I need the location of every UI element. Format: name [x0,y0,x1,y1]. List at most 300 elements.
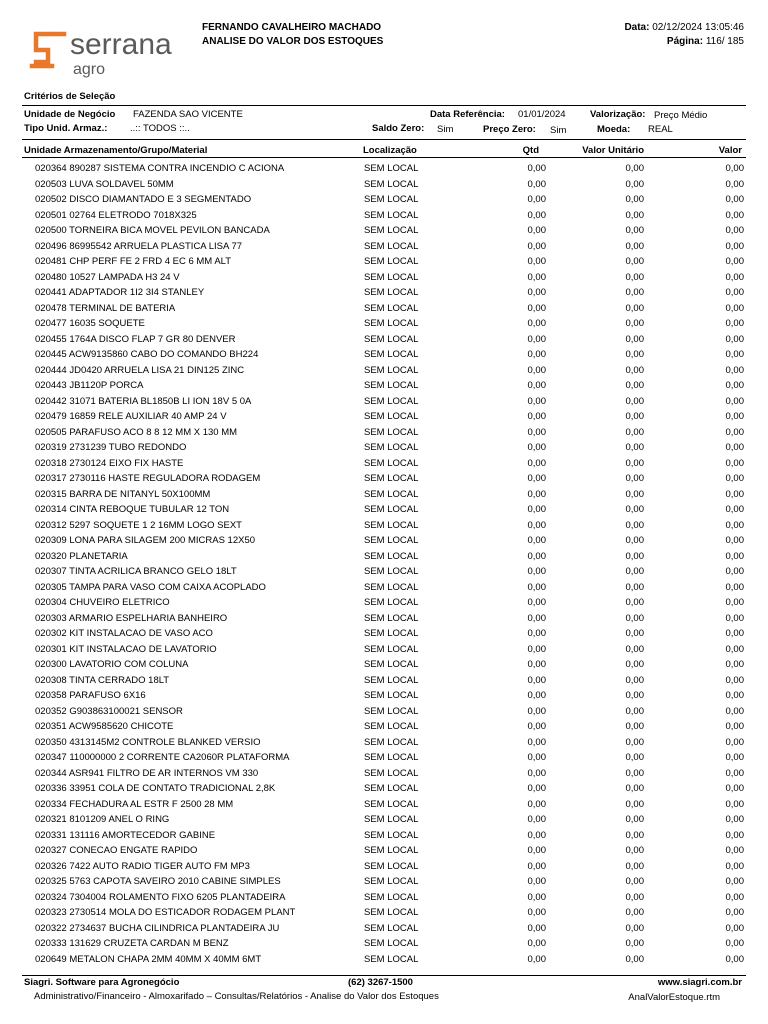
row-unit-value: 0,00 [625,891,644,903]
row-location: SEM LOCAL [364,643,419,655]
row-quantity: 0,00 [527,550,546,562]
row-description: 020351 ACW9585620 CHICOTE [35,721,174,732]
row-location: SEM LOCAL [364,225,419,236]
table-row [0,471,768,487]
row-description: 020327 CONECAO ENGATE RAPIDO [35,845,198,856]
row-value: 0,00 [725,240,744,252]
row-value: 0,00 [725,411,744,422]
row-location: SEM LOCAL [364,504,419,515]
row-unit-value: 0,00 [625,442,644,453]
row-description: 020441 ADAPTADOR 1I2 3I4 STANLEY [35,287,205,298]
row-value: 0,00 [725,302,744,314]
row-location: SEM LOCAL [364,783,419,794]
row-unit-value: 0,00 [625,643,644,655]
row-unit-value: 0,00 [625,256,644,267]
table-row [0,533,768,549]
row-unit-value: 0,00 [625,380,644,391]
row-location: SEM LOCAL [364,519,419,531]
row-unit-value: 0,00 [625,535,644,546]
row-value: 0,00 [725,597,744,608]
row-quantity: 0,00 [527,566,546,577]
row-unit-value: 0,00 [625,411,644,422]
row-description: 020502 DISCO DIAMANTADO E 3 SEGMENTADO [35,194,252,205]
row-description: 020318 2730124 EIXO FIX HASTE [35,457,184,469]
row-unit-value: 0,00 [625,907,644,918]
row-description: 020321 8101209 ANEL O RING [35,814,170,825]
row-quantity: 0,00 [527,690,546,701]
row-unit-value: 0,00 [625,566,644,577]
row-location: SEM LOCAL [364,798,419,810]
row-location: SEM LOCAL [364,535,419,546]
row-value: 0,00 [725,752,744,763]
criteria-divider-top [22,105,746,106]
row-description: 020352 G903863100021 SENSOR [35,705,183,717]
criteria-divider-bottom [22,139,746,140]
table-row [0,952,768,968]
row-description: 020315 BARRA DE NITANYL 50X100MM [35,488,211,500]
row-quantity: 0,00 [527,752,546,763]
row-location: SEM LOCAL [364,426,419,438]
row-location: SEM LOCAL [364,659,419,670]
row-quantity: 0,00 [527,891,546,903]
row-description: 020326 7422 AUTO RADIO TIGER AUTO FM MP3 [35,860,250,872]
table-row [0,812,768,828]
row-value: 0,00 [725,457,744,469]
row-location: SEM LOCAL [364,566,419,577]
row-quantity: 0,00 [527,829,546,841]
row-location: SEM LOCAL [364,674,419,686]
row-location: SEM LOCAL [364,705,419,717]
table-row [0,208,768,224]
table-row [0,595,768,611]
row-value: 0,00 [725,504,744,515]
row-value: 0,00 [725,550,744,562]
row-quantity: 0,00 [527,597,546,608]
table-row [0,921,768,937]
table-row [0,378,768,394]
row-location: SEM LOCAL [364,411,419,422]
table-row [0,843,768,859]
row-unit-value: 0,00 [625,705,644,717]
saldo-value: Sim [437,124,454,135]
row-description: 020307 TINTA ACRILICA BRANCO GELO 18LT [35,566,237,577]
row-description: 020317 2730116 HASTE REGULADORA RODAGEM [35,473,261,484]
column-header-qtd: Qtd [522,145,539,156]
row-quantity: 0,00 [527,333,546,345]
row-location: SEM LOCAL [364,767,419,779]
row-description: 020364 890287 SISTEMA CONTRA INCENDIO C ACIONA [35,163,285,174]
row-quantity: 0,00 [527,783,546,794]
row-description: 020503 LUVA SOLDAVEL 50MM [35,178,174,190]
row-description: 020305 TAMPA PARA VASO COM CAIXA ACOPLADO [35,581,266,593]
row-quantity: 0,00 [527,876,546,887]
row-location: SEM LOCAL [364,488,419,500]
row-description: 020442 31071 BATERIA BL1850B LI ION 18V 5 0A [35,395,252,407]
row-value: 0,00 [725,535,744,546]
row-unit-value: 0,00 [625,504,644,515]
row-unit-value: 0,00 [625,736,644,748]
footer-vendor: Siagri. Software para Agronegócio [24,977,180,988]
row-quantity: 0,00 [527,643,546,655]
row-description: 020336 33951 COLA DE CONTATO TRADICIONAL 2,8K [35,783,276,794]
table-row [0,688,768,704]
row-value: 0,00 [725,860,744,872]
serrana-logo-icon [26,24,194,80]
table-row [0,642,768,658]
date-label: Data: [624,22,650,33]
row-location: SEM LOCAL [364,333,419,345]
row-value: 0,00 [725,380,744,391]
row-value: 0,00 [725,519,744,531]
tipo-value: ..:: TODOS ::.. [130,123,190,134]
row-value: 0,00 [725,442,744,453]
row-value: 0,00 [725,612,744,624]
row-unit-value: 0,00 [625,395,644,407]
row-location: SEM LOCAL [364,752,419,763]
table-row [0,611,768,627]
row-value: 0,00 [725,349,744,360]
row-quantity: 0,00 [527,194,546,205]
table-row [0,394,768,410]
row-location: SEM LOCAL [364,953,419,965]
row-quantity: 0,00 [527,612,546,624]
row-value: 0,00 [725,581,744,593]
company-header [202,21,383,49]
table-row [0,316,768,332]
row-quantity: 0,00 [527,349,546,360]
table-row [0,487,768,503]
row-unit-value: 0,00 [625,519,644,531]
row-location: SEM LOCAL [364,721,419,732]
row-quantity: 0,00 [527,845,546,856]
row-location: SEM LOCAL [364,736,419,748]
table-row [0,673,768,689]
table-row [0,828,768,844]
row-quantity: 0,00 [527,581,546,593]
row-quantity: 0,00 [527,519,546,531]
row-location: SEM LOCAL [364,178,419,190]
row-description: 020649 METALON CHAPA 2MM 40MM X 40MM 6MT [35,953,262,965]
table-row [0,890,768,906]
row-value: 0,00 [725,907,744,918]
preco-value: Sim [550,125,567,136]
row-location: SEM LOCAL [364,442,419,453]
data-ref-value: 01/01/2024 [518,109,566,120]
row-value: 0,00 [725,736,744,748]
row-value: 0,00 [725,566,744,577]
row-quantity: 0,00 [527,674,546,686]
row-location: SEM LOCAL [364,612,419,624]
row-quantity: 0,00 [527,473,546,484]
row-description: 020347 110000000 2 CORRENTE CA2060R PLATAFORMA [35,752,290,763]
row-unit-value: 0,00 [625,860,644,872]
row-description: 020312 5297 SOQUETE 1 2 16MM LOGO SEXT [35,519,242,531]
row-quantity: 0,00 [527,922,546,934]
row-description: 020322 2734637 BUCHA CILINDRICA PLANTADEIRA JU [35,922,280,934]
print-info [624,21,744,49]
row-unit-value: 0,00 [625,876,644,887]
row-value: 0,00 [725,209,744,221]
row-unit-value: 0,00 [625,783,644,794]
table-row [0,564,768,580]
page-value: 116/ 185 [705,36,744,47]
table-row [0,657,768,673]
table-row [0,161,768,177]
table-row [0,781,768,797]
row-location: SEM LOCAL [364,907,419,918]
row-value: 0,00 [725,628,744,639]
row-unit-value: 0,00 [625,457,644,469]
row-description: 020304 CHUVEIRO ELETRICO [35,597,170,608]
row-location: SEM LOCAL [364,690,419,701]
row-description: 020309 LONA PARA SILAGEM 200 MICRAS 12X50 [35,535,256,546]
row-location: SEM LOCAL [364,829,419,841]
table-row [0,254,768,270]
row-description: 020301 KIT INSTALACAO DE LAVATORIO [35,643,217,655]
row-location: SEM LOCAL [364,349,419,360]
row-location: SEM LOCAL [364,938,419,949]
row-location: SEM LOCAL [364,860,419,872]
row-description: 020496 86995542 ARRUELA PLASTICA LISA 77 [35,240,243,252]
table-row [0,239,768,255]
row-quantity: 0,00 [527,938,546,949]
row-description: 020320 PLANETARIA [35,550,128,562]
table-row [0,859,768,875]
row-value: 0,00 [725,845,744,856]
row-location: SEM LOCAL [364,364,419,376]
criteria-title: Critérios de Seleção [24,91,116,102]
row-unit-value: 0,00 [625,659,644,670]
table-row [0,580,768,596]
row-description: 020300 LAVATORIO COM COLUNA [35,659,189,670]
row-value: 0,00 [725,178,744,190]
row-description: 020500 TORNEIRA BICA MOVEL PEVILON BANCADA [35,225,270,236]
row-unit-value: 0,00 [625,752,644,763]
column-header-divider [22,157,746,158]
row-unit-value: 0,00 [625,271,644,283]
row-location: SEM LOCAL [364,209,419,221]
table-row [0,874,768,890]
row-location: SEM LOCAL [364,194,419,205]
row-value: 0,00 [725,271,744,283]
row-description: 020334 FECHADURA AL ESTR F 2500 28 MM [35,798,234,810]
row-unit-value: 0,00 [625,178,644,190]
row-location: SEM LOCAL [364,457,419,469]
table-row [0,425,768,441]
row-value: 0,00 [725,922,744,934]
row-unit-value: 0,00 [625,240,644,252]
table-row [0,719,768,735]
row-value: 0,00 [725,364,744,376]
row-value: 0,00 [725,256,744,267]
row-description: 020324 7304004 ROLAMENTO FIXO 6205 PLANTADEIRA [35,891,286,903]
row-unit-value: 0,00 [625,938,644,949]
row-quantity: 0,00 [527,736,546,748]
row-unit-value: 0,00 [625,209,644,221]
row-description: 020505 PARAFUSO ACO 8 8 12 MM X 130 MM [35,426,238,438]
row-value: 0,00 [725,953,744,965]
row-location: SEM LOCAL [364,395,419,407]
logo-s-mark [36,34,48,62]
row-unit-value: 0,00 [625,597,644,608]
row-description: 020302 KIT INSTALACAO DE VASO ACO [35,628,213,639]
row-quantity: 0,00 [527,364,546,376]
row-description: 020308 TINTA CERRADO 18LT [35,674,170,686]
row-quantity: 0,00 [527,302,546,314]
row-value: 0,00 [725,829,744,841]
row-value: 0,00 [725,938,744,949]
moeda-label: Moeda: [597,124,631,135]
row-quantity: 0,00 [527,628,546,639]
row-location: SEM LOCAL [364,302,419,314]
row-value: 0,00 [725,333,744,345]
table-row [0,347,768,363]
row-unit-value: 0,00 [625,225,644,236]
row-unit-value: 0,00 [625,194,644,205]
row-unit-value: 0,00 [625,302,644,314]
row-description: 020331 131116 AMORTECEDOR GABINE [35,829,216,841]
row-value: 0,00 [725,163,744,174]
row-unit-value: 0,00 [625,721,644,732]
row-value: 0,00 [725,876,744,887]
row-quantity: 0,00 [527,953,546,965]
inventory-table [0,161,768,967]
row-value: 0,00 [725,705,744,717]
row-description: 020478 TERMINAL DE BATERIA [35,302,176,314]
row-value: 0,00 [725,798,744,810]
row-unit-value: 0,00 [625,163,644,174]
row-value: 0,00 [725,659,744,670]
row-quantity: 0,00 [527,535,546,546]
row-location: SEM LOCAL [364,876,419,887]
unidade-label: Unidade de Negócio [24,109,116,120]
row-quantity: 0,00 [527,318,546,329]
row-value: 0,00 [725,225,744,236]
row-value: 0,00 [725,488,744,500]
row-location: SEM LOCAL [364,581,419,593]
row-quantity: 0,00 [527,767,546,779]
row-quantity: 0,00 [527,256,546,267]
row-unit-value: 0,00 [625,814,644,825]
table-row [0,192,768,208]
row-description: 020443 JB1120P PORCA [35,380,144,391]
row-description: 020323 2730514 MOLA DO ESTICADOR RODAGEM PLANT [35,907,296,918]
row-unit-value: 0,00 [625,953,644,965]
row-quantity: 0,00 [527,395,546,407]
row-location: SEM LOCAL [364,597,419,608]
row-location: SEM LOCAL [364,922,419,934]
row-description: 020314 CINTA REBOQUE TUBULAR 12 TON [35,504,230,515]
row-unit-value: 0,00 [625,845,644,856]
row-location: SEM LOCAL [364,473,419,484]
row-quantity: 0,00 [527,705,546,717]
unidade-value: FAZENDA SAO VICENTE [133,109,243,120]
moeda-value: REAL [648,124,673,135]
serrana-agro-logo [26,24,194,80]
row-unit-value: 0,00 [625,364,644,376]
row-unit-value: 0,00 [625,798,644,810]
row-quantity: 0,00 [527,225,546,236]
row-description: 020479 16859 RELE AUXILIAR 40 AMP 24 V [35,411,227,422]
table-row [0,626,768,642]
table-row [0,936,768,952]
row-unit-value: 0,00 [625,628,644,639]
row-value: 0,00 [725,473,744,484]
row-quantity: 0,00 [527,488,546,500]
row-location: SEM LOCAL [364,318,419,329]
tipo-label: Tipo Unid. Armaz.: [24,123,108,134]
row-location: SEM LOCAL [364,814,419,825]
row-quantity: 0,00 [527,504,546,515]
preco-label: Preço Zero: [483,124,536,135]
row-location: SEM LOCAL [364,163,419,174]
row-quantity: 0,00 [527,814,546,825]
row-value: 0,00 [725,721,744,732]
row-description: 020350 4313145M2 CONTROLE BLANKED VERSIO [35,736,261,748]
row-quantity: 0,00 [527,163,546,174]
row-quantity: 0,00 [527,209,546,221]
table-row [0,905,768,921]
unidade-criteria [24,109,115,120]
row-unit-value: 0,00 [625,581,644,593]
row-location: SEM LOCAL [364,240,419,252]
row-quantity: 0,00 [527,721,546,732]
row-quantity: 0,00 [527,798,546,810]
row-unit-value: 0,00 [625,550,644,562]
row-unit-value: 0,00 [625,829,644,841]
footer-phone: (62) 3267-1500 [348,977,413,988]
row-value: 0,00 [725,643,744,655]
row-unit-value: 0,00 [625,333,644,345]
row-description: 020455 1764A DISCO FLAP 7 GR 80 DENVER [35,333,236,345]
row-quantity: 0,00 [527,457,546,469]
row-description: 020333 131629 CRUZETA CARDAN M BENZ [35,938,229,949]
table-row [0,766,768,782]
table-row [0,409,768,425]
row-value: 0,00 [725,395,744,407]
row-value: 0,00 [725,767,744,779]
date-value: 02/12/2024 13:05:46 [652,22,744,33]
company-name: FERNANDO CAVALHEIRO MACHADO [202,22,382,33]
table-row [0,502,768,518]
footer-file: AnalValorEstoque.rtm [628,992,720,1003]
table-row [0,704,768,720]
row-unit-value: 0,00 [625,426,644,438]
table-row [0,223,768,239]
table-row [0,549,768,565]
row-quantity: 0,00 [527,659,546,670]
row-description: 020344 ASR941 FILTRO DE AR INTERNOS VM 330 [35,767,259,779]
valorizacao-value: Preço Médio [654,110,708,121]
row-unit-value: 0,00 [625,349,644,360]
page-label: Página: [666,36,704,47]
row-quantity: 0,00 [527,411,546,422]
row-value: 0,00 [725,287,744,298]
row-unit-value: 0,00 [625,922,644,934]
row-location: SEM LOCAL [364,271,419,283]
row-location: SEM LOCAL [364,256,419,267]
row-quantity: 0,00 [527,380,546,391]
row-unit-value: 0,00 [625,674,644,686]
row-unit-value: 0,00 [625,318,644,329]
column-header-desc: Unidade Armazenamento/Grupo/Material [24,145,208,156]
column-header-vu: Valor Unitário [582,145,644,156]
saldo-label: Saldo Zero: [372,123,425,134]
row-location: SEM LOCAL [364,628,419,639]
row-quantity: 0,00 [527,178,546,190]
row-value: 0,00 [725,674,744,686]
row-location: SEM LOCAL [364,380,419,391]
